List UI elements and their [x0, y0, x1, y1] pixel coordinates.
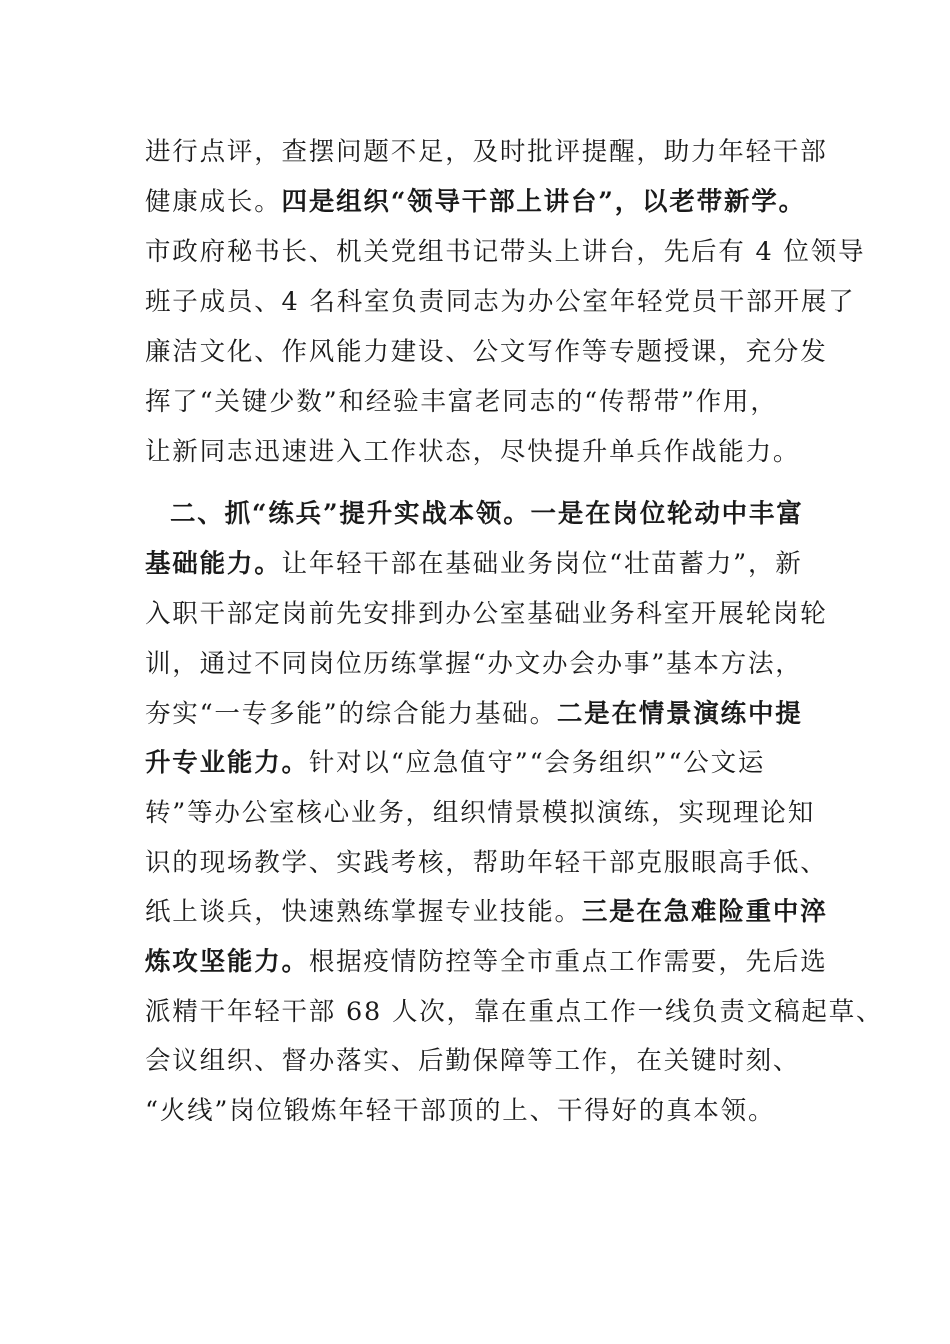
text-line: [145, 232, 866, 272]
text-line: [145, 282, 856, 322]
text-line: [145, 694, 845, 734]
text-line: [145, 843, 845, 883]
text-segment: 挥了“关键少数”和经验丰富老同志的“传帮带”作用，: [145, 387, 778, 417]
section-heading-line: [170, 494, 870, 534]
text-line: [145, 992, 884, 1032]
text-line: [145, 942, 845, 982]
text-line: [145, 644, 845, 684]
text-line: [145, 1091, 845, 1131]
text-segment: 会议组织、督办落实、后勤保障等工作，在关键时刻、: [145, 1046, 801, 1076]
text-segment: 根据疫情防控等全市重点工作需要，先后选: [308, 947, 828, 977]
text-segment: “火线”岗位锻炼年轻干部顶的上、干得好的真本领。: [145, 1096, 776, 1126]
bold-heading-segment: 三是在急难险重中淬: [581, 897, 828, 927]
bold-heading-segment: 四是组织“领导干部上讲台”，以老带新学。: [281, 187, 806, 217]
section-heading: 二、抓“练兵”提升实战本领。一是在岗位轮动中丰富: [170, 499, 804, 529]
text-line: [145, 1041, 845, 1081]
text-line: [145, 544, 845, 584]
text-line: [145, 132, 845, 172]
text-segment: 健康成长。: [145, 187, 282, 217]
bold-heading-segment: 升专业能力。: [145, 748, 309, 778]
text-segment: 转”等办公室核心业务，组织情景模拟演练，实现理论知: [145, 798, 816, 828]
text-segment: 入职干部定岗前先安排到办公室基础业务科室开展轮岗轮: [145, 599, 828, 629]
text-line: [145, 332, 845, 372]
text-line: [145, 382, 845, 422]
text-line: [145, 432, 845, 472]
text-line: [145, 892, 845, 932]
bold-heading-segment: 基础能力。: [145, 549, 282, 579]
bold-heading-segment: 炼攻坚能力。: [145, 947, 309, 977]
text-line: [145, 594, 845, 634]
text-segment: 让年轻干部在基础业务岗位“壮苗蓄力”，新: [281, 549, 803, 579]
text-segment: 派精干年轻干部 68 人次，靠在重点工作一线负责文稿起草、: [145, 997, 884, 1027]
text-segment: 训，通过不同岗位历练掌握“办文办会办事”基本方法，: [145, 649, 803, 679]
text-line: [145, 793, 845, 833]
text-segment: 让新同志迅速进入工作状态，尽快提升单兵作战能力。: [145, 437, 801, 467]
text-segment: 夯实“一专多能”的综合能力基础。: [145, 699, 557, 729]
bold-heading-segment: 二是在情景演练中提: [556, 699, 803, 729]
text-segment: 市政府秘书长、机关党组书记带头上讲台，先后有 4 位领导: [145, 237, 866, 267]
text-segment: 识的现场教学、实践考核，帮助年轻干部克服眼高手低、: [145, 848, 828, 878]
text-segment: 班子成员、4 名科室负责同志为办公室年轻党员干部开展了: [145, 287, 856, 317]
text-segment: 进行点评，查摆问题不足，及时批评提醒，助力年轻干部: [145, 137, 828, 167]
text-segment: 针对以“应急值守”“会务组织”“公文运: [308, 748, 766, 778]
text-line: [145, 182, 845, 222]
text-segment: 廉洁文化、作风能力建设、公文写作等专题授课，充分发: [145, 337, 828, 367]
text-segment: 纸上谈兵，快速熟练掌握专业技能。: [145, 897, 582, 927]
text-line: [145, 743, 845, 783]
